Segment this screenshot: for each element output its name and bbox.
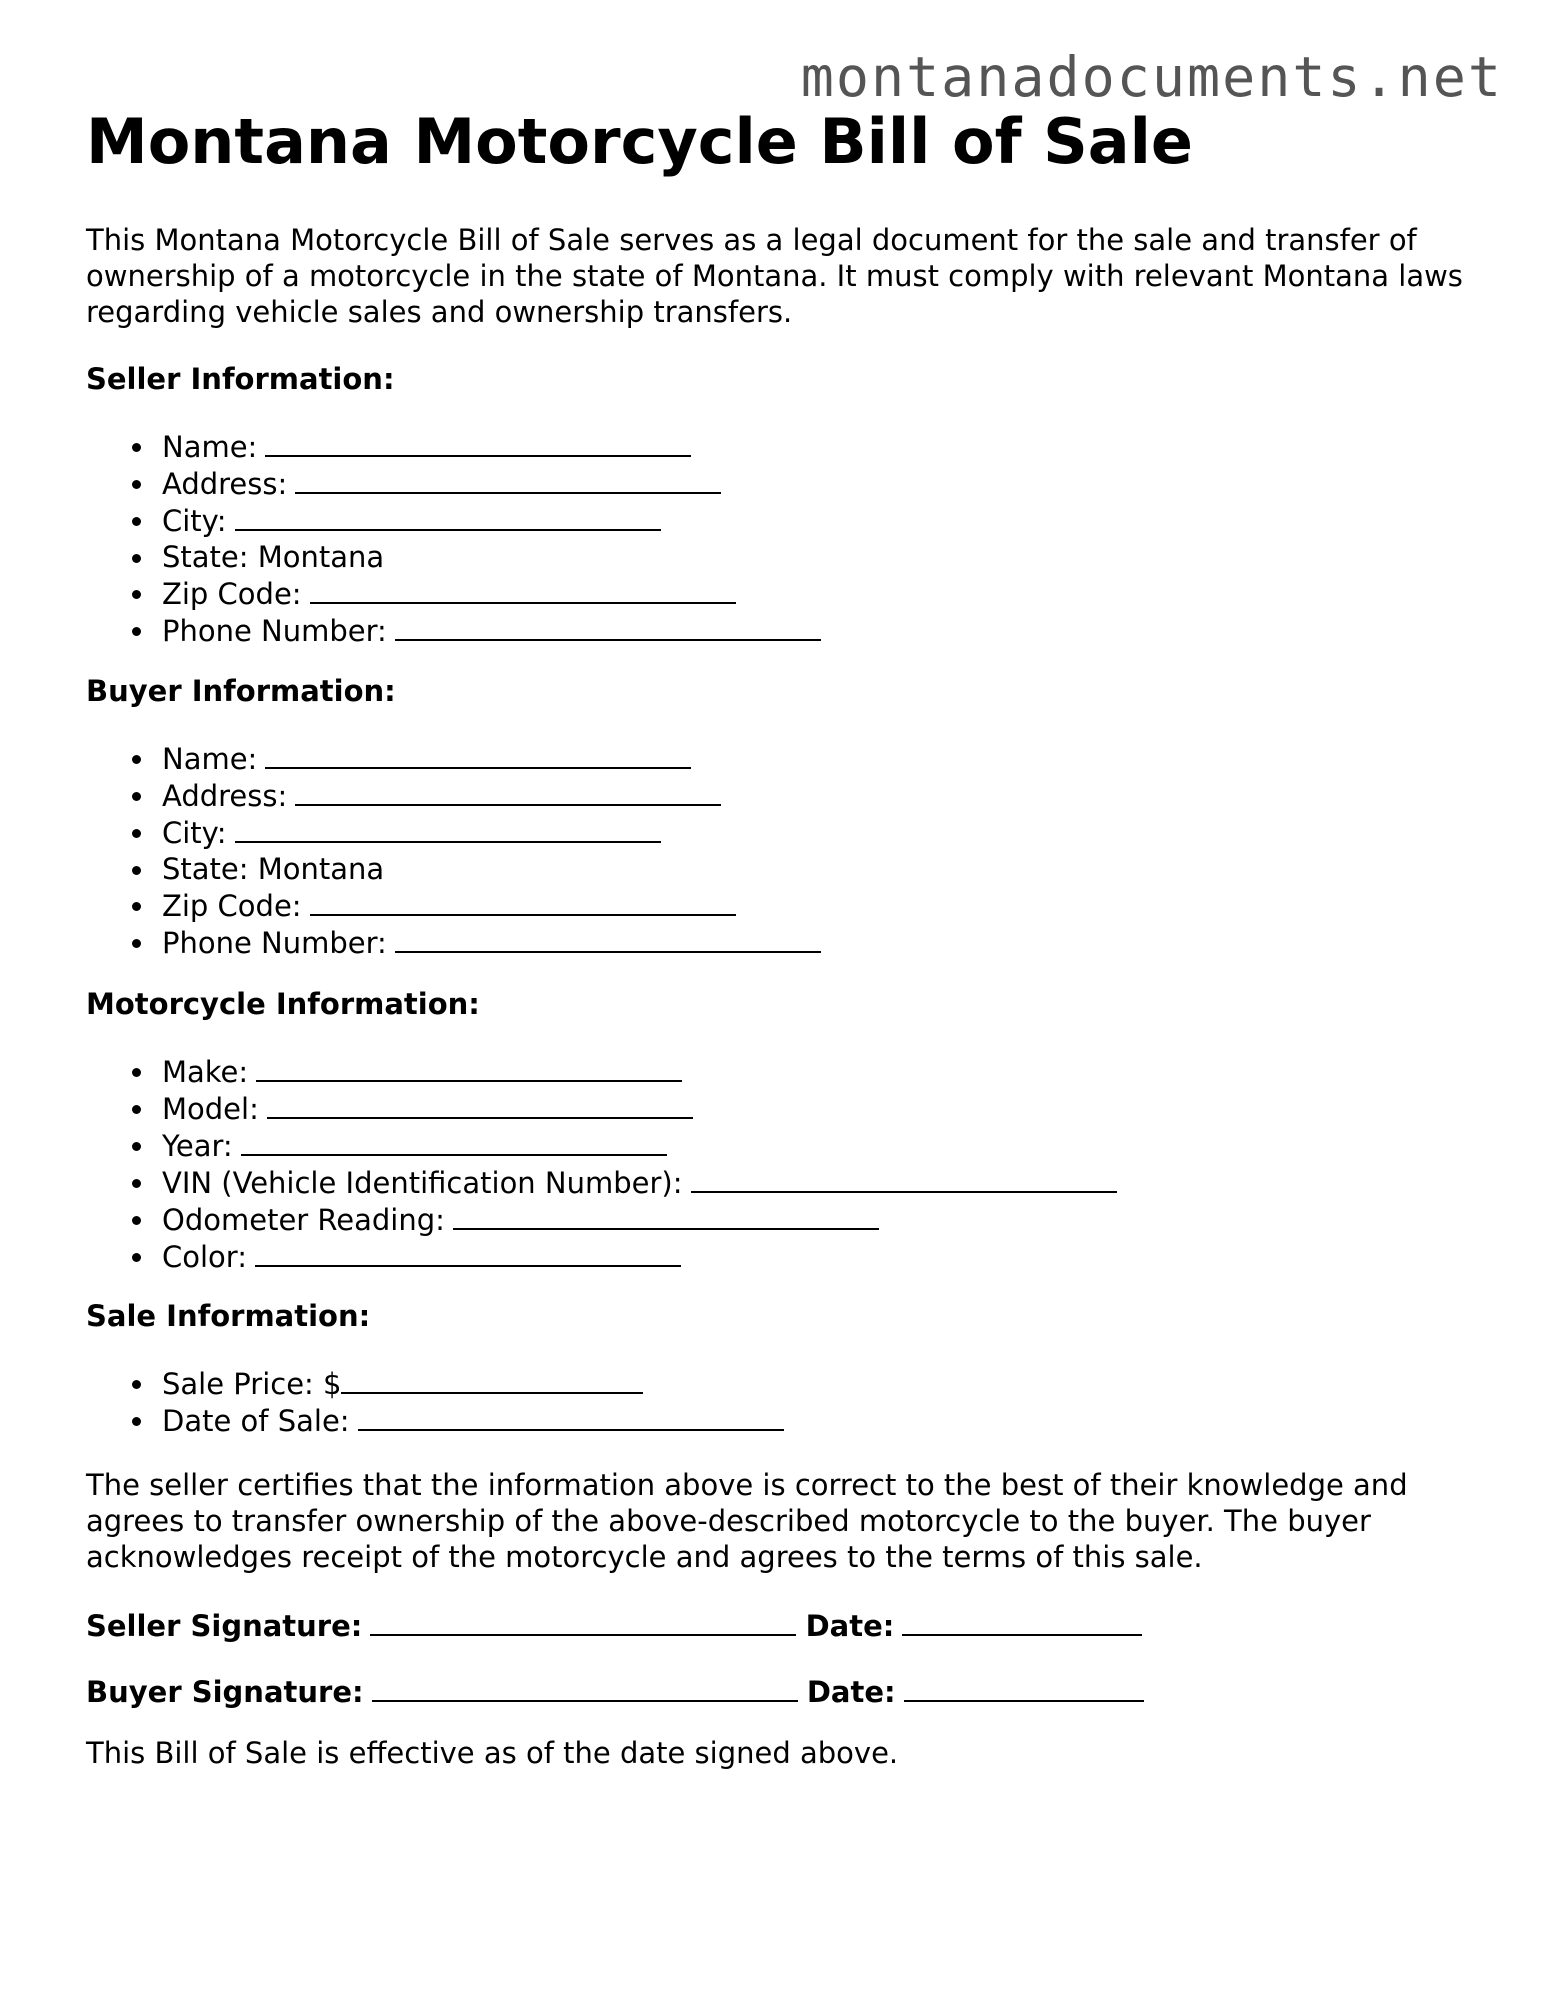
buyer-address-field	[162, 777, 821, 814]
motorcycle-make-field	[162, 1053, 1117, 1090]
field-label: Name:	[162, 742, 258, 776]
buyer-signature-blank[interactable]	[372, 1673, 798, 1702]
field-label: Sale Price: $	[162, 1367, 342, 1401]
field-label: Address:	[162, 467, 288, 501]
buyer-address-blank[interactable]	[295, 777, 721, 806]
buyer-city-blank[interactable]	[235, 814, 661, 843]
sale-date-field	[162, 1402, 784, 1439]
seller-state-field	[162, 539, 821, 575]
motorcycle-odometer-blank[interactable]	[453, 1201, 879, 1230]
buyer-signature-line	[86, 1673, 1144, 1710]
seller-name-field	[162, 428, 821, 465]
motorcycle-odometer-field	[162, 1201, 1117, 1238]
field-label: VIN (Vehicle Identification Number):	[162, 1166, 683, 1200]
motorcycle-model-blank[interactable]	[267, 1090, 693, 1119]
seller-fields-list	[86, 428, 821, 649]
buyer-name-blank[interactable]	[265, 740, 691, 769]
intro-paragraph: This Montana Motorcycle Bill of Sale serves as a legal document for the sale and transfer of ownership of a motorcycle in the state of Montana. It must comply with relevant Montana laws regarding vehicle sales and ownership transfers.	[86, 223, 1463, 329]
motorcycle-vin-field	[162, 1164, 1117, 1201]
seller-signature-blank[interactable]	[370, 1607, 796, 1636]
field-label: Address:	[162, 779, 288, 813]
motorcycle-year-blank[interactable]	[241, 1127, 667, 1156]
sale-section-heading: Sale Information:	[86, 1299, 371, 1333]
buyer-signature-label: Buyer Signature:	[86, 1675, 364, 1709]
buyer-state-field	[162, 851, 821, 887]
field-label: Zip Code:	[162, 577, 302, 611]
seller-city-field	[162, 502, 821, 539]
field-label: Zip Code:	[162, 889, 302, 923]
field-label: City:	[162, 504, 227, 538]
motorcycle-color-blank[interactable]	[255, 1238, 681, 1267]
motorcycle-year-field	[162, 1127, 1117, 1164]
seller-signature-line	[86, 1607, 1142, 1644]
document-title: Montana Motorcycle Bill of Sale	[86, 105, 1193, 178]
buyer-date-blank[interactable]	[904, 1673, 1144, 1702]
buyer-section-heading: Buyer Information:	[86, 674, 396, 708]
field-label: Model:	[162, 1092, 259, 1126]
buyer-city-field	[162, 814, 821, 851]
sale-price-field	[162, 1365, 784, 1402]
seller-address-blank[interactable]	[295, 465, 721, 494]
seller-date-label: Date:	[805, 1609, 895, 1643]
seller-section-heading: Seller Information:	[86, 362, 395, 396]
closing-statement: This Bill of Sale is effective as of the date signed above.	[86, 1736, 899, 1770]
field-label: Date of Sale:	[162, 1404, 350, 1438]
field-label: City:	[162, 816, 227, 850]
field-label: Phone Number:	[162, 926, 387, 960]
seller-signature-label: Seller Signature:	[86, 1609, 363, 1643]
certification-paragraph: The seller certifies that the information above is correct to the best of their knowledge and agrees to transfer ownership of the above-described motorcycle to the buyer. The buyer acknowledges receipt of the motorcycle and agrees to the terms of this sale.	[86, 1468, 1408, 1574]
motorcycle-fields-list	[86, 1053, 1117, 1275]
buyer-zip-blank[interactable]	[310, 887, 736, 916]
seller-name-blank[interactable]	[265, 428, 691, 457]
seller-phone-blank[interactable]	[395, 612, 821, 641]
motorcycle-color-field	[162, 1238, 1117, 1275]
seller-city-blank[interactable]	[235, 502, 661, 531]
field-label: Phone Number:	[162, 614, 387, 648]
sale-date-blank[interactable]	[358, 1402, 784, 1431]
seller-address-field	[162, 465, 821, 502]
motorcycle-model-field	[162, 1090, 1117, 1127]
buyer-name-field	[162, 740, 821, 777]
seller-date-blank[interactable]	[902, 1607, 1142, 1636]
seller-phone-field	[162, 612, 821, 649]
seller-zip-blank[interactable]	[310, 575, 736, 604]
sale-fields-list	[86, 1365, 784, 1439]
buyer-phone-blank[interactable]	[395, 924, 821, 953]
field-label: State: Montana	[162, 852, 385, 886]
motorcycle-section-heading: Motorcycle Information:	[86, 987, 480, 1021]
buyer-phone-field	[162, 924, 821, 961]
buyer-date-label: Date:	[806, 1675, 896, 1709]
buyer-fields-list	[86, 740, 821, 961]
field-label: Color:	[162, 1240, 247, 1274]
watermark-text: montanadocuments.net	[800, 45, 1503, 109]
field-label: Year:	[162, 1129, 233, 1163]
field-label: Make:	[162, 1055, 249, 1089]
sale-price-blank[interactable]	[341, 1365, 643, 1394]
seller-zip-field	[162, 575, 821, 612]
motorcycle-make-blank[interactable]	[256, 1053, 682, 1082]
buyer-zip-field	[162, 887, 821, 924]
field-label: State: Montana	[162, 540, 385, 574]
motorcycle-vin-blank[interactable]	[691, 1164, 1117, 1193]
field-label: Name:	[162, 430, 258, 464]
field-label: Odometer Reading:	[162, 1203, 445, 1237]
